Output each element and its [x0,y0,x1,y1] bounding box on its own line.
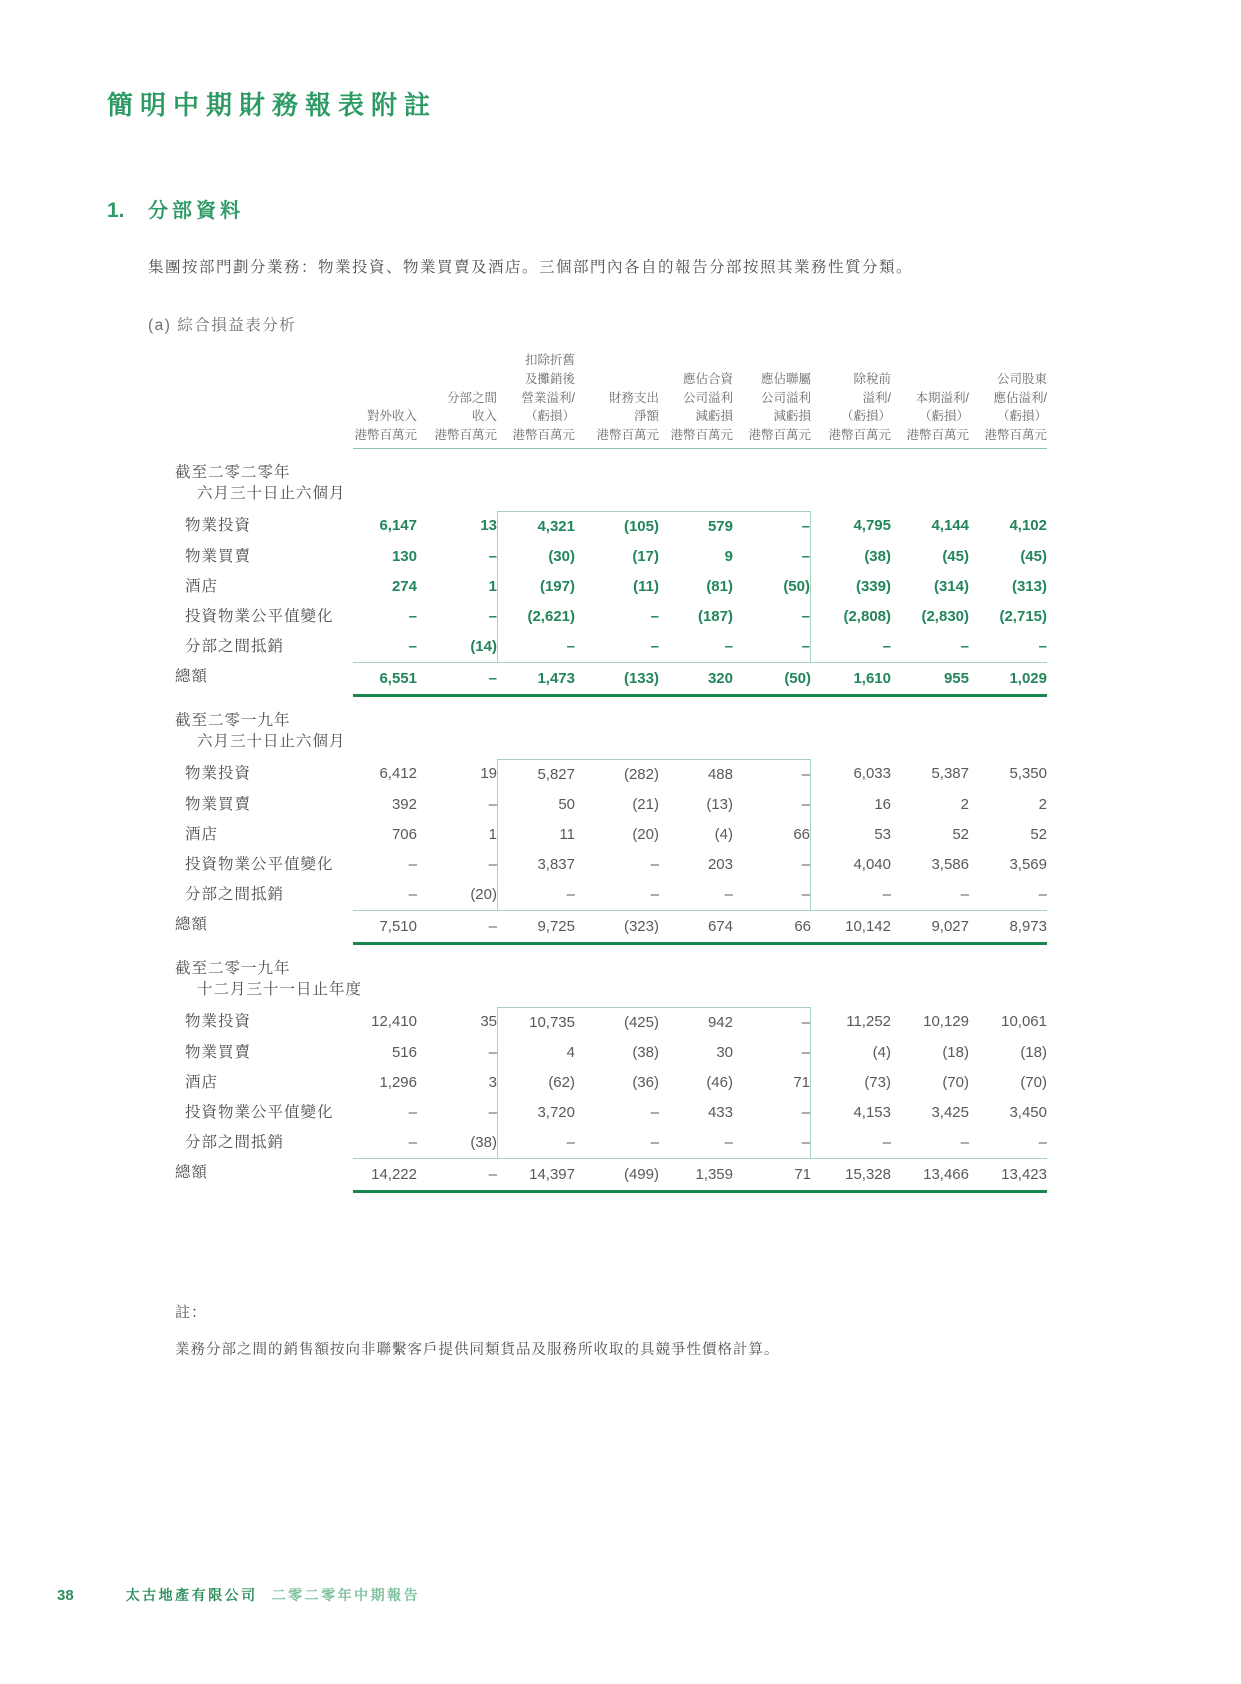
cell-profit-before-tax: 53 [874,825,891,843]
cell-share-associates: 71 [733,1158,811,1193]
cell-profit-before-tax: 4,795 [853,516,891,534]
column-header-line: 除稅前 [853,371,891,386]
cell-inter-segment-revenue: – [488,607,497,625]
cell-profit-before-tax: 15,328 [811,1158,891,1193]
cell-attributable-to-shareholders: 2 [1038,795,1047,813]
section-period-2 [175,945,1047,1007]
row-label: 酒店 [185,577,219,595]
column-header-share-associates [733,370,811,449]
cell-share-jv: – [724,885,733,903]
column-header-line: （虧損） [840,409,891,424]
cell-profit-before-tax: 10,142 [811,910,891,945]
column-header-line: 扣除折舊 [524,353,575,367]
cell-inter-segment-revenue: – [488,795,497,813]
cell-operating-profit-after-da: 4 [497,1038,575,1068]
cell-profit-for-period: 9,027 [891,910,969,945]
column-header-line: 港幣百萬元 [828,428,891,442]
cell-external-revenue: 130 [391,547,417,565]
cell-profit-before-tax: (4) [872,1043,891,1061]
cell-external-revenue: 392 [391,795,417,813]
column-header-line: 公司股東 [996,371,1047,386]
cell-share-jv: 1,359 [659,1158,733,1193]
cell-inter-segment-revenue: – [488,855,497,873]
table-total-row [175,1158,1047,1193]
row-label: 總額 [175,667,209,685]
cell-profit-before-tax: (38) [864,547,891,565]
table-row [175,1068,1047,1098]
row-label: 總額 [175,1163,209,1181]
cell-net-finance-charges: (105) [575,511,659,542]
table-row [175,602,1047,632]
cell-profit-for-period: – [960,885,969,903]
table-row [175,632,1047,662]
column-header-line: 分部之間 [446,390,497,405]
footer-report-name: 二零二零年中期報告 [271,1587,421,1603]
period-line-2: 六月三十日止六個月 [197,732,346,750]
cell-operating-profit-after-da: 11 [497,820,575,850]
column-header-inter-segment-revenue [417,389,497,449]
cell-attributable-to-shareholders: (45) [1020,547,1047,565]
cell-profit-before-tax: (73) [864,1073,891,1091]
cell-attributable-to-shareholders: – [1038,885,1047,903]
column-header-line: 及攤銷後 [524,371,575,386]
cell-profit-before-tax: – [882,885,891,903]
cell-inter-segment-revenue: 13 [480,516,497,534]
cell-profit-for-period: 2 [960,795,969,813]
note-block [175,1301,1241,1359]
table-row [175,1098,1047,1128]
cell-net-finance-charges: (21) [632,795,659,813]
cell-external-revenue: – [408,1133,417,1151]
row-label: 投資物業公平值變化 [185,607,334,625]
cell-operating-profit-after-da: – [497,632,575,662]
section-number: 1. [107,199,125,222]
period-line-2: 十二月三十一日止年度 [197,980,363,998]
segment-table [175,351,1047,1193]
cell-attributable-to-shareholders: 8,973 [969,910,1047,945]
cell-profit-for-period: 4,144 [931,516,969,534]
column-header-attributable-to-shareholders [969,370,1047,449]
table-row [175,820,1047,850]
cell-operating-profit-after-da: 3,720 [497,1098,575,1128]
column-header-line: 港幣百萬元 [596,428,659,442]
cell-share-jv: – [724,637,733,655]
column-header-line: 應佔聯屬 [760,371,811,386]
cell-external-revenue: 12,410 [371,1012,417,1030]
column-header-line: （虧損） [524,409,575,424]
cell-inter-segment-revenue: – [417,662,497,697]
table-total-row [175,910,1047,945]
row-label: 物業投資 [185,764,252,782]
table-row [175,1128,1047,1158]
cell-share-jv: (81) [706,577,733,595]
cell-inter-segment-revenue: – [417,1158,497,1193]
cell-attributable-to-shareholders: 52 [1030,825,1047,843]
cell-inter-segment-revenue: – [417,910,497,945]
cell-attributable-to-shareholders: 4,102 [1009,516,1047,534]
cell-net-finance-charges: (133) [575,662,659,697]
row-label: 物業投資 [185,516,252,534]
cell-external-revenue: – [408,637,417,655]
row-label: 物業投資 [185,1012,252,1030]
cell-operating-profit-after-da: – [497,880,575,910]
cell-external-revenue: 6,147 [379,516,417,534]
cell-operating-profit-after-da: 50 [497,790,575,820]
cell-external-revenue: 1,296 [379,1073,417,1091]
cell-profit-for-period: 52 [952,825,969,843]
period-line-1: 截至二零二零年 [175,463,291,481]
cell-share-associates: 66 [733,910,811,945]
column-header-line: （虧損） [996,409,1047,424]
column-header-net-finance-charges [575,389,659,449]
row-label: 投資物業公平值變化 [185,855,334,873]
cell-profit-for-period: (314) [933,577,969,595]
section-period-1 [175,697,1047,759]
cell-external-revenue: 14,222 [353,1158,417,1193]
note-label: 註： [175,1303,208,1321]
column-header-share-jv [659,370,733,449]
cell-inter-segment-revenue: 1 [488,577,497,595]
cell-attributable-to-shareholders: 3,450 [1009,1103,1047,1121]
cell-net-finance-charges: (11) [633,577,659,595]
note-text: 業務分部之間的銷售額按向非聯繫客戶提供同類貨品及服務所收取的具競爭性價格計算。 [175,1341,780,1358]
cell-operating-profit-after-da: (197) [497,572,575,602]
cell-net-finance-charges: – [650,1103,659,1121]
cell-inter-segment-revenue: (20) [470,885,497,903]
cell-share-associates: – [733,602,811,632]
cell-operating-profit-after-da: 3,837 [497,850,575,880]
column-header-line: 應佔合資 [682,371,733,386]
row-label: 分部之間抵銷 [185,1133,285,1151]
cell-share-jv: 674 [659,910,733,945]
row-label: 總額 [175,915,209,933]
table-row [175,572,1047,602]
cell-net-finance-charges: (323) [575,910,659,945]
column-header-line: （虧損） [918,409,969,424]
subsection-title: (a) 綜合損益表分析 [148,317,297,334]
column-header-line: 減虧損 [773,409,811,424]
cell-profit-for-period: (70) [942,1073,969,1091]
cell-external-revenue: 6,551 [353,662,417,697]
column-header-line: 營業溢利/ [521,390,575,405]
cell-net-finance-charges: – [650,607,659,625]
column-header-line: 港幣百萬元 [670,428,733,442]
period-line-1: 截至二零一九年 [175,959,291,977]
cell-share-associates: – [733,850,811,880]
cell-attributable-to-shareholders: 3,569 [1009,855,1047,873]
cell-attributable-to-shareholders: – [1038,1133,1047,1151]
cell-operating-profit-after-da: 5,827 [497,759,575,790]
cell-attributable-to-shareholders: (70) [1020,1073,1047,1091]
cell-profit-for-period: (45) [942,547,969,565]
row-label: 分部之間抵銷 [185,885,285,903]
cell-attributable-to-shareholders: 13,423 [969,1158,1047,1193]
cell-operating-profit-after-da: – [497,1128,575,1158]
column-header-line: 對外收入 [366,409,417,424]
row-label: 酒店 [185,825,219,843]
cell-attributable-to-shareholders: (2,715) [999,607,1047,625]
table-total-row [175,662,1047,697]
table-row [175,850,1047,880]
table-row [175,790,1047,820]
cell-external-revenue: – [408,855,417,873]
cell-attributable-to-shareholders: (18) [1020,1043,1047,1061]
cell-share-jv: 942 [659,1007,733,1038]
column-header-profit-before-tax [811,370,891,449]
cell-share-jv: (4) [714,825,733,843]
intro-paragraph: 集團按部門劃分業務：物業投資、物業買賣及酒店。三個部門內各自的報告分部按照其業務性質分類。 [148,259,914,276]
cell-share-jv: (13) [706,795,733,813]
column-header-line: 應佔溢利/ [993,390,1047,405]
cell-net-finance-charges: (20) [632,825,659,843]
cell-profit-for-period: 955 [891,662,969,697]
row-label: 物業買賣 [185,547,252,565]
cell-net-finance-charges: (38) [632,1043,659,1061]
cell-inter-segment-revenue: (14) [470,637,497,655]
cell-share-jv: 433 [707,1103,733,1121]
column-header-line: 港幣百萬元 [434,428,497,442]
footer-company-name: 太古地產有限公司 [125,1587,258,1603]
column-header-line: 本期溢利/ [915,390,969,405]
cell-operating-profit-after-da: 10,735 [497,1007,575,1038]
cell-share-jv: 30 [716,1043,733,1061]
column-header-operating-profit-after-da [497,351,575,449]
row-label: 分部之間抵銷 [185,637,285,655]
cell-attributable-to-shareholders: – [1038,637,1047,655]
column-header-line: 財務支出 [608,390,659,405]
cell-net-finance-charges: – [650,855,659,873]
cell-share-associates: – [733,542,811,572]
cell-profit-for-period: (18) [942,1043,969,1061]
cell-attributable-to-shareholders: 1,029 [969,662,1047,697]
page-title: 簡明中期財務報表附註 [107,90,438,120]
column-header-line: 港幣百萬元 [984,428,1047,442]
table-row [175,511,1047,542]
cell-profit-for-period: 3,586 [931,855,969,873]
column-header-line: 港幣百萬元 [354,428,417,442]
cell-operating-profit-after-da: 1,473 [497,662,575,697]
cell-profit-before-tax: 4,040 [853,855,891,873]
header-spacer [175,446,353,449]
cell-inter-segment-revenue: – [488,1103,497,1121]
cell-external-revenue: 516 [391,1043,417,1061]
cell-share-associates: (50) [733,662,811,697]
cell-inter-segment-revenue: (38) [470,1133,497,1151]
cell-share-associates: – [733,790,811,820]
cell-profit-for-period: – [960,1133,969,1151]
period-line-2: 六月三十日止六個月 [197,484,346,502]
cell-net-finance-charges: – [650,1133,659,1151]
cell-share-associates: – [733,1007,811,1038]
row-label: 酒店 [185,1073,219,1091]
cell-share-associates: – [733,1098,811,1128]
cell-external-revenue: 274 [391,577,417,595]
cell-inter-segment-revenue: 19 [480,764,497,782]
table-row [175,880,1047,910]
cell-profit-before-tax: – [882,637,891,655]
cell-profit-for-period: 10,129 [923,1012,969,1030]
cell-share-jv: 488 [659,759,733,790]
cell-attributable-to-shareholders: (313) [1011,577,1047,595]
cell-profit-before-tax: 6,033 [853,764,891,782]
cell-external-revenue: 6,412 [379,764,417,782]
section-heading [107,194,1241,223]
table-row [175,759,1047,790]
section-title: 分部資料 [148,200,244,222]
column-header-line: 收入 [471,409,497,424]
cell-share-associates: – [733,1128,811,1158]
cell-operating-profit-after-da: (62) [497,1068,575,1098]
cell-profit-before-tax: 4,153 [853,1103,891,1121]
cell-share-associates: – [733,880,811,910]
cell-share-associates: 71 [733,1068,811,1098]
cell-net-finance-charges: – [650,637,659,655]
cell-external-revenue: 7,510 [353,910,417,945]
cell-profit-before-tax: 11,252 [846,1012,891,1030]
cell-operating-profit-after-da: 4,321 [497,511,575,542]
cell-operating-profit-after-da: 14,397 [497,1158,575,1193]
cell-share-jv: – [724,1133,733,1151]
column-header-profit-for-period [891,389,969,449]
cell-profit-before-tax: (2,808) [843,607,891,625]
cell-profit-before-tax: – [882,1133,891,1151]
column-header-line: 減虧損 [695,409,733,424]
cell-profit-before-tax: 1,610 [811,662,891,697]
column-header-line: 公司溢利 [682,390,733,405]
cell-share-associates: – [733,759,811,790]
cell-inter-segment-revenue: 3 [488,1073,497,1091]
cell-net-finance-charges: (36) [632,1073,659,1091]
cell-inter-segment-revenue: 1 [488,825,497,843]
cell-external-revenue: – [408,1103,417,1121]
cell-profit-for-period: – [960,637,969,655]
cell-profit-before-tax: 16 [874,795,891,813]
cell-inter-segment-revenue: – [488,547,497,565]
column-header-line: 公司溢利 [760,390,811,405]
table-header-row [175,351,1047,449]
cell-operating-profit-after-da: (2,621) [497,602,575,632]
column-header-external-revenue [353,407,417,449]
table-row [175,1038,1047,1068]
cell-net-finance-charges: (499) [575,1158,659,1193]
cell-operating-profit-after-da: 9,725 [497,910,575,945]
cell-attributable-to-shareholders: 5,350 [1009,764,1047,782]
cell-net-finance-charges: (282) [575,759,659,790]
cell-share-jv: (46) [706,1073,733,1091]
cell-net-finance-charges: (17) [632,547,659,565]
cell-inter-segment-revenue: 35 [480,1012,497,1030]
cell-share-associates: – [733,511,811,542]
cell-share-associates: – [733,1038,811,1068]
cell-profit-for-period: 3,425 [931,1103,969,1121]
cell-share-associates: 66 [733,820,811,850]
cell-external-revenue: – [408,607,417,625]
cell-share-jv: 320 [659,662,733,697]
row-label: 投資物業公平值變化 [185,1103,334,1121]
column-header-line: 溢利/ [862,390,891,405]
cell-profit-for-period: 13,466 [891,1158,969,1193]
cell-profit-for-period: (2,830) [921,607,969,625]
column-header-line: 淨額 [633,409,659,424]
cell-share-associates: (50) [733,572,811,602]
table-row [175,1007,1047,1038]
cell-share-associates: – [733,632,811,662]
cell-operating-profit-after-da: (30) [497,542,575,572]
row-label: 物業買賣 [185,1043,252,1061]
cell-share-jv: 579 [659,511,733,542]
cell-share-jv: 9 [724,547,733,565]
column-header-line: 港幣百萬元 [748,428,811,442]
row-label: 物業買賣 [185,795,252,813]
column-header-line: 港幣百萬元 [906,428,969,442]
cell-external-revenue: – [408,885,417,903]
footer-page-number: 38 [57,1587,74,1604]
cell-share-jv: (187) [697,607,733,625]
section-period-0 [175,449,1047,511]
cell-net-finance-charges: – [650,885,659,903]
table-row [175,542,1047,572]
cell-net-finance-charges: (425) [575,1007,659,1038]
cell-attributable-to-shareholders: 10,061 [1001,1012,1047,1030]
cell-profit-for-period: 5,387 [931,764,969,782]
page-footer [57,1585,420,1605]
cell-share-jv: 203 [707,855,733,873]
cell-external-revenue: 706 [391,825,417,843]
period-line-1: 截至二零一九年 [175,711,291,729]
column-header-line: 港幣百萬元 [512,428,575,442]
cell-inter-segment-revenue: – [488,1043,497,1061]
cell-profit-before-tax: (339) [855,577,891,595]
